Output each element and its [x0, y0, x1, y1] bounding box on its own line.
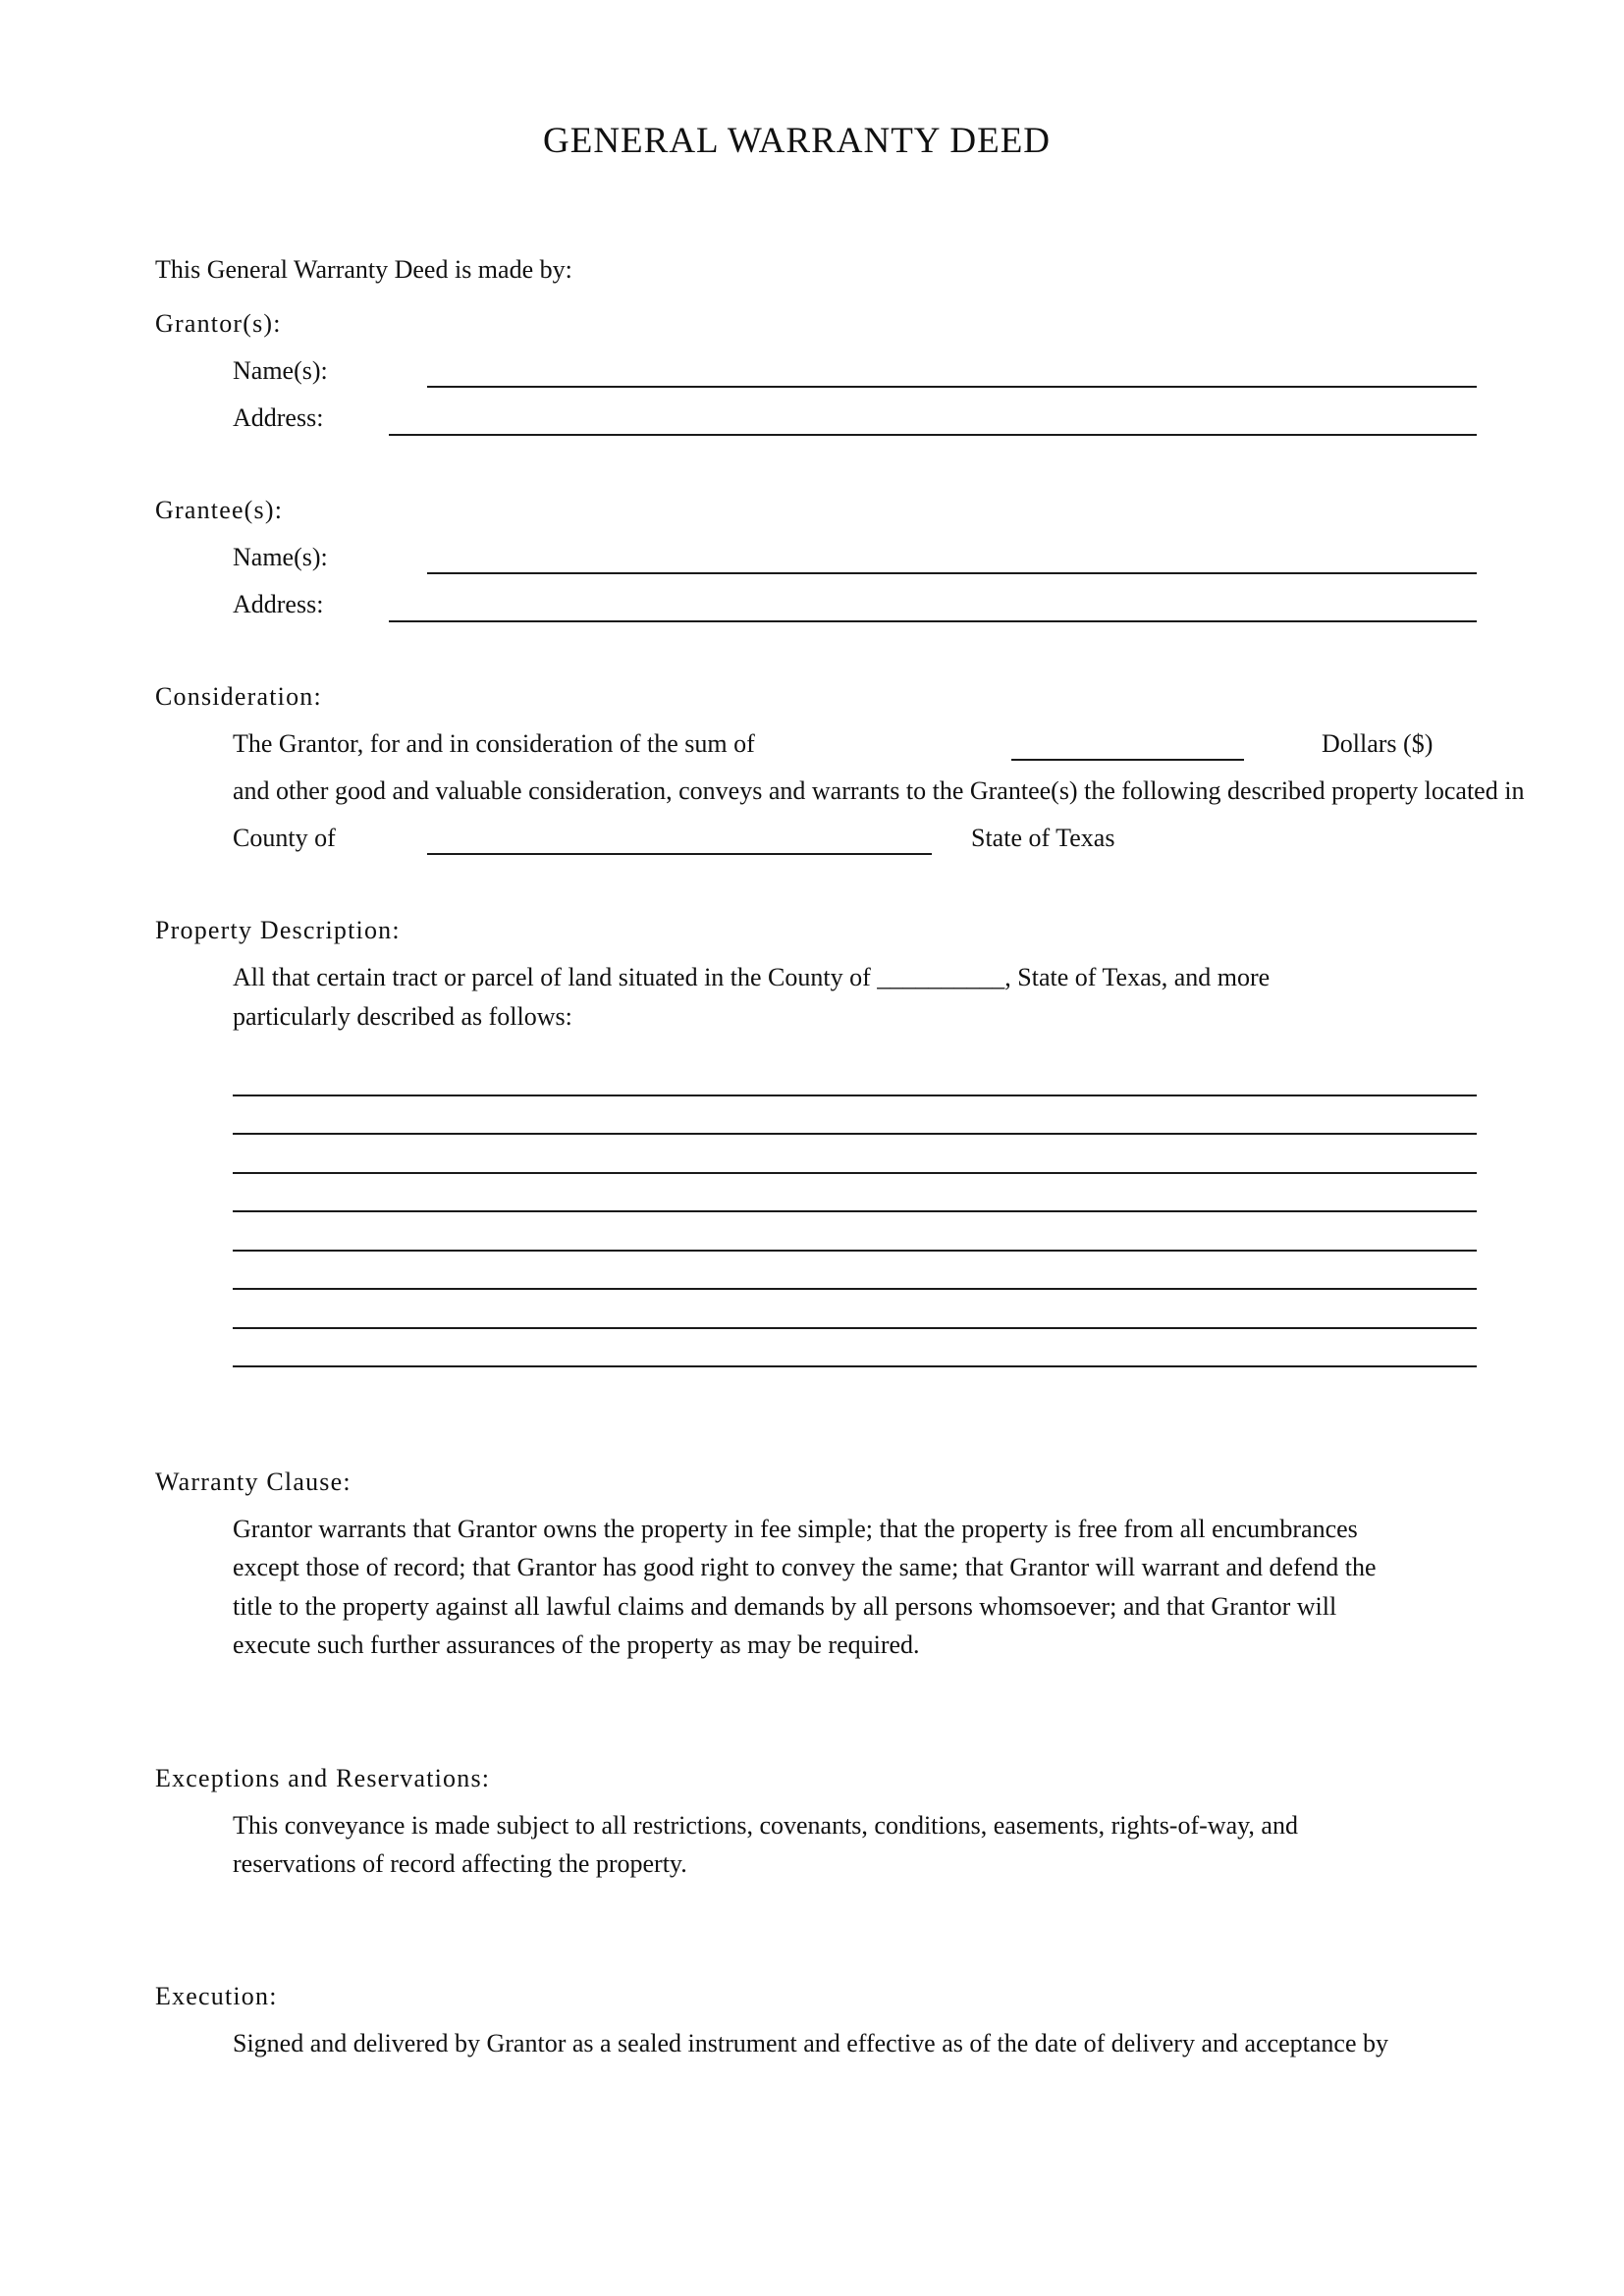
grantor-address-label: Address:: [233, 403, 324, 432]
exceptions-line: This conveyance is made subject to all restrictions, covenants, conditions, easements, rights-of-way, and: [233, 1811, 1298, 1840]
property-line2: particularly described as follows:: [233, 1002, 572, 1031]
grantee-address-field[interactable]: [389, 620, 1477, 622]
county-field[interactable]: [427, 853, 932, 855]
intro-text: This General Warranty Deed is made by:: [155, 255, 572, 284]
consideration-line2: and other good and valuable consideration, conveys and warrants to the Grantee(s) the following described property located in: [233, 776, 1525, 805]
grantor-name-label: Name(s):: [233, 356, 328, 385]
property-line1: All that certain tract or parcel of land situated in the County of __________, State of Texas, and more: [233, 963, 1271, 991]
grantee-heading: Grantee(s):: [155, 496, 284, 524]
grantor-heading: Grantor(s):: [155, 309, 282, 338]
state-label: State of Texas: [971, 824, 1115, 852]
consideration-line1-prefix: The Grantor, for and in consideration of the sum of: [233, 729, 755, 758]
grantee-name-field[interactable]: [427, 572, 1477, 574]
county-label: County of: [233, 824, 336, 852]
grantor-address-field[interactable]: [389, 434, 1477, 436]
consideration-amount-field[interactable]: [1011, 759, 1244, 761]
warranty-line: execute such further assurances of the property as may be required.: [233, 1630, 920, 1659]
consideration-heading: Consideration:: [155, 682, 322, 711]
property-heading: Property Description:: [155, 916, 401, 944]
property-description-line[interactable]: [233, 1210, 1477, 1212]
warranty-line: except those of record; that Grantor has good right to convey the same; that Grantor will warrant and defend the: [233, 1553, 1377, 1581]
grantee-address-label: Address:: [233, 590, 324, 618]
property-description-line[interactable]: [233, 1327, 1477, 1329]
warranty-heading: Warranty Clause:: [155, 1468, 352, 1496]
grantor-name-field[interactable]: [427, 386, 1477, 388]
property-description-line[interactable]: [233, 1250, 1477, 1252]
property-description-line[interactable]: [233, 1172, 1477, 1174]
property-description-line[interactable]: [233, 1095, 1477, 1096]
warranty-line: Grantor warrants that Grantor owns the property in fee simple; that the property is free from all encumbrances: [233, 1515, 1358, 1543]
property-description-line[interactable]: [233, 1133, 1477, 1135]
grantee-name-label: Name(s):: [233, 543, 328, 571]
exceptions-line: reservations of record affecting the property.: [233, 1849, 687, 1878]
consideration-line1-suffix: Dollars ($): [1322, 729, 1434, 758]
execution-heading: Execution:: [155, 1982, 278, 2010]
property-description-line[interactable]: [233, 1288, 1477, 1290]
exceptions-heading: Exceptions and Reservations:: [155, 1764, 491, 1792]
property-description-line[interactable]: [233, 1365, 1477, 1367]
document-title: GENERAL WARRANTY DEED: [543, 121, 1052, 161]
execution-line1: Signed and delivered by Grantor as a sealed instrument and effective as of the date of delivery and acceptance by: [233, 2029, 1388, 2057]
warranty-line: title to the property against all lawful claims and demands by all persons whomsoever; and that Grantor will: [233, 1592, 1337, 1621]
